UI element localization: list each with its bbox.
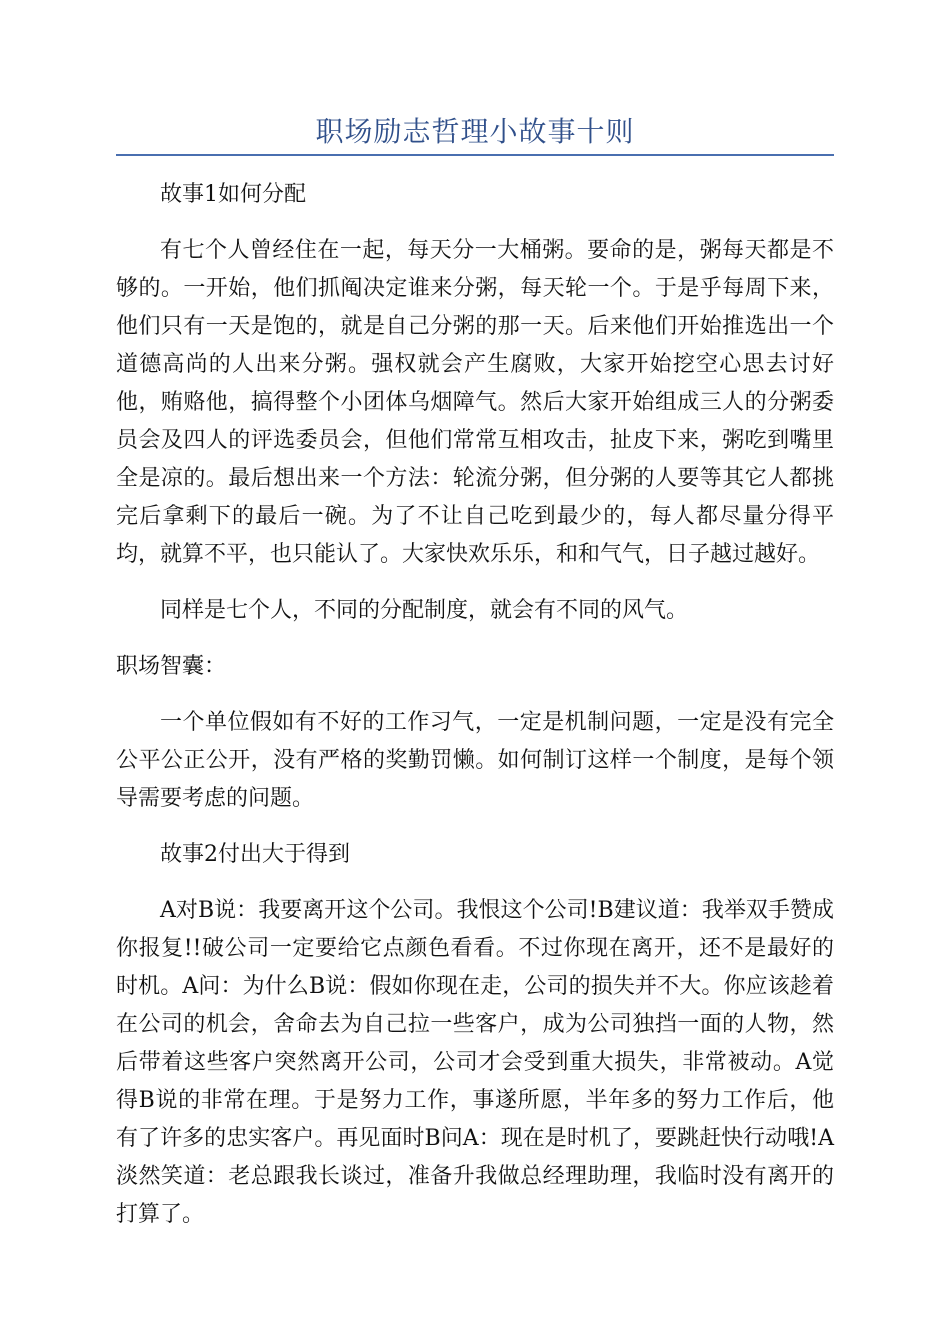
document-body	[116, 176, 834, 1252]
story-2-heading: 故事2付出大于得到	[160, 842, 350, 867]
story-1-heading: 故事1如何分配	[160, 182, 306, 207]
title-underline	[116, 154, 834, 156]
story-2-paragraph: A对B说：我要离开这个公司。我恨这个公司!B建议道：我举双手赞成你报复!!破公司一定要给它点颜色看看。不过你现在离开，还不是最好的时机。A问：为什么B说：假如你现在走，公司的损失并不大。你应该趁着在公司的机会，舍命去为自己拉一些客户，成为公司独挡一面的人物，然后带着这些客户突然离开公司，公司才会受到重大损失，非常被动。A觉得B说的非常在理。于是努力工作，事遂所愿，半年多的努力工作后，他有了许多的忠实客户。再见面时B问A：现在是时机了，要跳赶快行动哦!A淡然笑道：老总跟我长谈过，准备升我做总经理助理，我临时没有离开的打算了。	[116, 898, 834, 1227]
document-title: 职场励志哲理小故事十则	[315, 115, 635, 148]
workplace-tips-paragraph: 一个单位假如有不好的工作习气，一定是机制问题，一定是没有完全公平公正公开，没有严格的奖勤罚懒。如何制订这样一个制度，是每个领导需要考虑的问题。	[116, 710, 834, 811]
story-1-conclusion: 同样是七个人，不同的分配制度，就会有不同的风气。	[160, 598, 689, 623]
story-1-paragraph: 有七个人曾经住在一起，每天分一大桶粥。要命的是，粥每天都是不够的。一开始，他们抓阄决定谁来分粥，每天轮一个。于是乎每周下来，他们只有一天是饱的，就是自己分粥的那一天。后来他们开始推选出一个道德高尚的人出来分粥。强权就会产生腐败，大家开始挖空心思去讨好他，贿赂他，搞得整个小团体乌烟障气。然后大家开始组成三人的分粥委员会及四人的评选委员会，但他们常常互相攻击，扯皮下来，粥吃到嘴里全是凉的。最后想出来一个方法：轮流分粥，但分粥的人要等其它人都挑完后拿剩下的最后一碗。为了不让自己吃到最少的，每人都尽量分得平均，就算不平，也只能认了。大家快欢乐乐，和和气气，日子越过越好。	[116, 238, 834, 567]
workplace-tips-heading: 职场智囊：	[116, 654, 227, 679]
